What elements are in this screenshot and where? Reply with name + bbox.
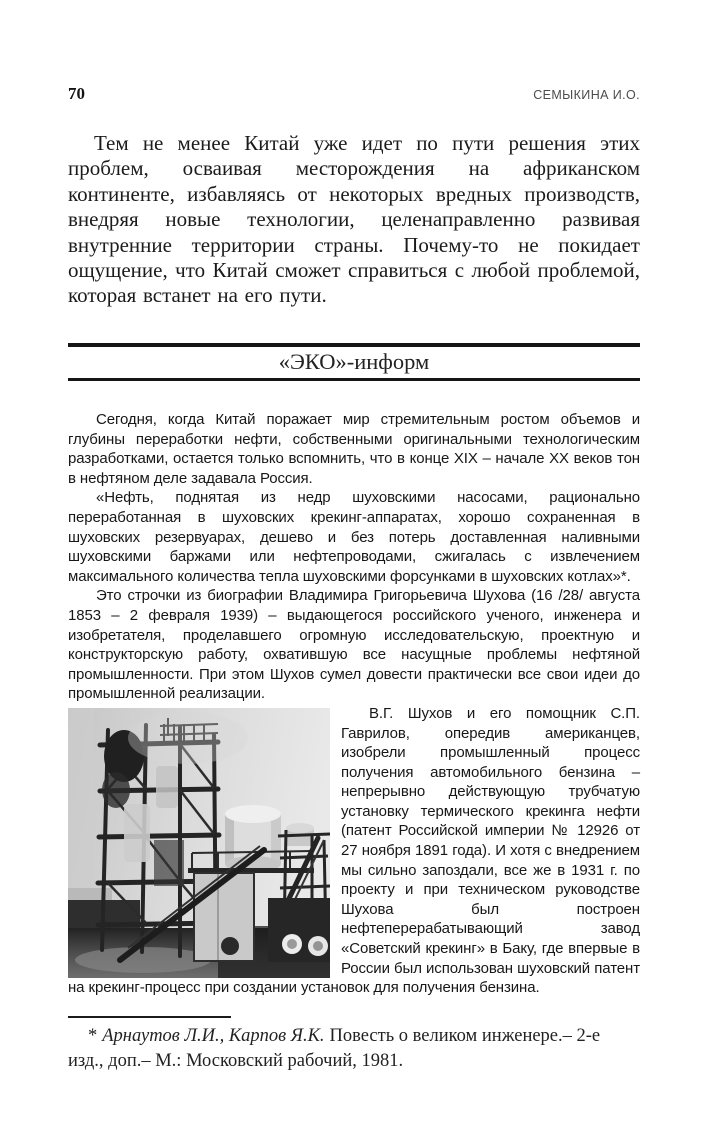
section-body: [68, 410, 640, 998]
intro-paragraph: Тем не менее Китай уже идет по пути решения этих проблем, осваивая месторождения на африканском континенте, избавляясь от некоторых вредных производств, внедряя новые технологии, целенаправленно развивая внутренние территории страны. Почему-то не покидает ощущение, что Китай сможет справиться с любой проблемой, которая встанет на его пути.: [68, 131, 640, 308]
photo-paragraph: [68, 704, 640, 998]
footnote-authors: Арнаутов Л.И., Карпов Я.К.: [102, 1026, 325, 1046]
running-head-author: СЕМЫКИНА И.О.: [533, 88, 640, 102]
body-paragraph-1: Сегодня, когда Китай поражает мир стремительным ростом объемов и глубины переработки нефти, собственными оригинальными технологическим разработками, остается только вспомнить, что в конце XIX – начале XX веков тон в нефтяном деле задавала Россия.: [68, 411, 640, 487]
page-number: 70: [68, 84, 85, 103]
cracking-plant-photo-art: [68, 708, 330, 978]
body-paragraph-2: «Нефть, поднятая из недр шуховскими насосами, рационально переработанная в шуховских крекинг-аппаратах, хорошо сохраненная в шуховских резервуарах, дешево и без потерь доставленная наливными шуховскими баржами или нефтепроводами, сжигалась с извлечением максимального количества тепла шуховскими форсунками в шуховских котлах»*.: [68, 489, 640, 585]
section-title: «ЭКО»-информ: [278, 349, 430, 374]
footnote-text: Повесть о великом инженере.– 2-е изд., доп.– М.: Московский рабочий, 1981.: [68, 1026, 601, 1071]
footnote: [68, 1024, 640, 1074]
section-banner: [68, 343, 640, 381]
cracking-plant-photo: [68, 708, 330, 978]
footnote-marker: *: [88, 1026, 98, 1046]
photo-paragraph-text: В.Г. Шухов и его помощник С.П. Гаврилов, опередив американцев, изобрели промышленный процесс получения автомобильного бензина – непрерывно действующую трубчатую установку термического крекинга нефти (патент Российской империи № 12926 от 27 ноября 1891 года). И хотя с внедрением мы сильно запоздали, все же в 1931 г. по проекту и при техническом руководстве Шухова был построен нефтеперерабатывающий завод «Советский крекинг» в Баку, где впервые в России был использован шуховский патент на крекинг-процесс при создании установок для получения бензина.: [68, 704, 640, 997]
body-paragraph-3: Это строчки из биографии Владимира Григорьевича Шухова (16 /28/ августа 1853 – 2 февраля 1939) – выдающегося российского ученого, инженера и изобретателя, проделавшего огромную исследовательскую, проектную и конструкторскую работу, охватившую все насущные проблемы нефтяной промышленности. При этом Шухов сумел довести практически все свои идеи до промышленной реализации.: [68, 587, 640, 703]
footnote-divider: [68, 1016, 231, 1018]
running-head: [68, 84, 640, 104]
